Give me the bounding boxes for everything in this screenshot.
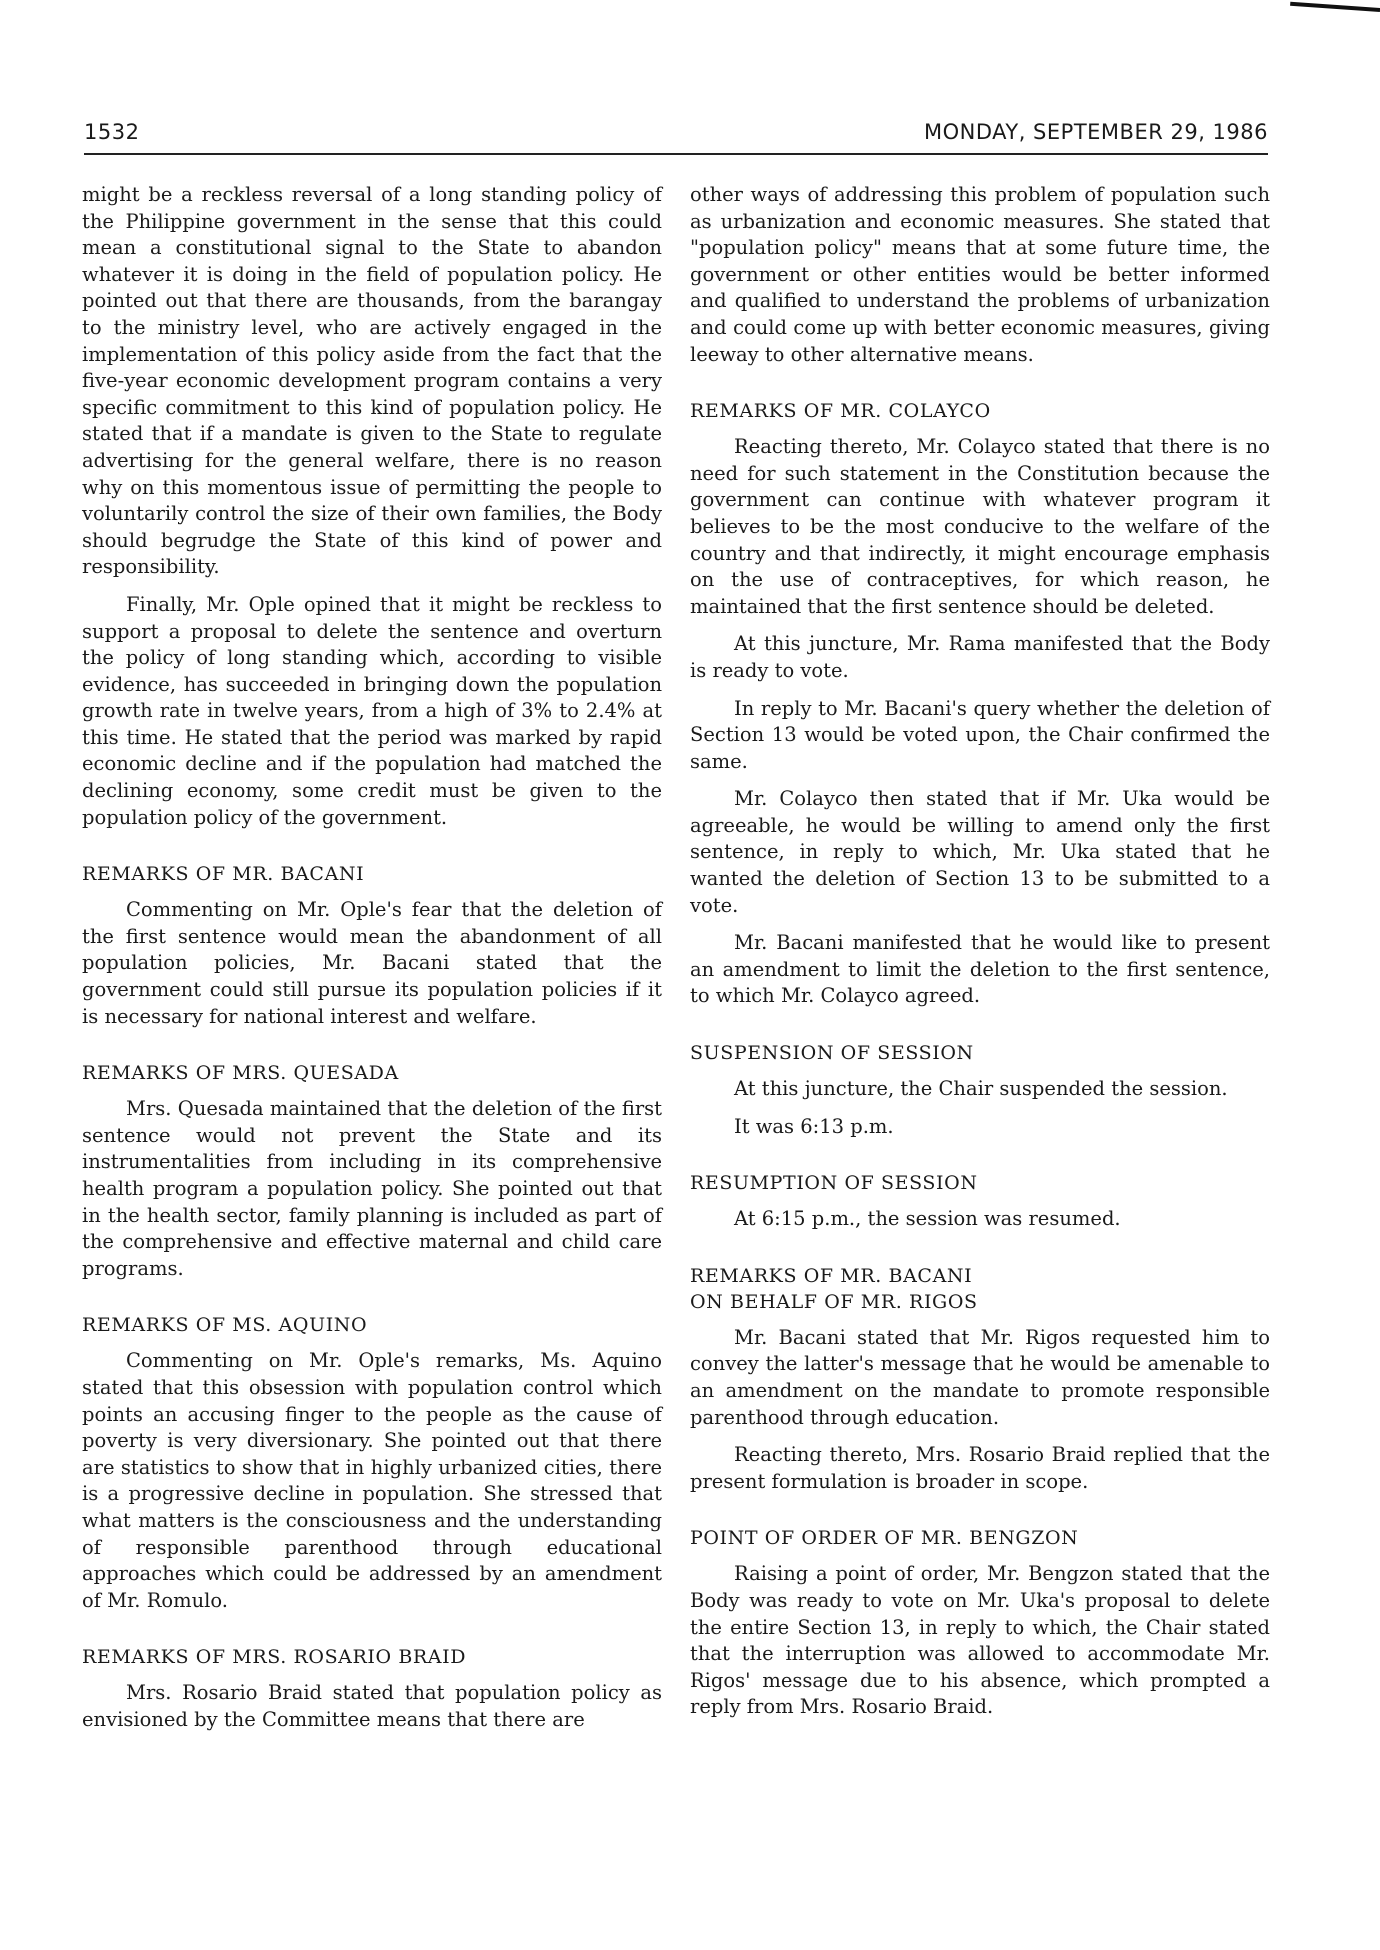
paragraph: At this juncture, the Chair suspended the session. xyxy=(734,1077,1228,1101)
section-heading: SUSPENSION OF SESSION xyxy=(690,1042,974,1065)
section-heading: REMARKS OF MRS. QUESADA xyxy=(82,1062,399,1085)
section-heading: REMARKS OF MS. AQUINO xyxy=(82,1314,368,1337)
paragraph: Commenting on Mr. Ople's remarks, Ms. Aquino stated that this obsession with population control which points an accusing finger to the people as the cause of poverty is very diversionary. She pointed out that there are statistics to show that in highly urbanized cities, there is a progressive decline in population. She stressed that what matters is the consciousness and the understanding of responsible parenthood through educational approaches which could be addressed by an amendment of Mr. Romulo. xyxy=(82,1349,662,1612)
section-heading: REMARKS OF MR. COLAYCO xyxy=(690,400,991,423)
paragraph: In reply to Mr. Bacani's query whether the deletion of Section 13 would be voted upon, the Chair confirmed the same. xyxy=(690,696,1270,773)
header-date: MONDAY, SEPTEMBER 29, 1986 xyxy=(923,120,1268,144)
section-heading: POINT OF ORDER OF MR. BENGZON xyxy=(690,1527,1079,1550)
section-heading: REMARKS OF MR. BACANI xyxy=(690,1264,973,1287)
paragraph: Reacting thereto, Mr. Colayco stated that there is no need for such statement in the Constitution because the government can continue with whatever program it believes to be the most conducive to the welfare of the country and that indirectly, it might encourage emphasis on the use of contraceptives, for which reason, he maintained that the first sentence should be deleted. xyxy=(690,435,1270,618)
paragraph: Finally, Mr. Ople opined that it might be reckless to support a proposal to delete the sentence and overturn the policy of long standing which, according to visible evidence, has succeeded in bringing down the population growth rate in twelve years, from a high of 3% to 2.4% at this time. He stated that the period was marked by rapid economic decline and if the population had matched the declining economy, some credit must be given to the population policy of the government. xyxy=(82,592,662,829)
right-column xyxy=(690,182,1270,1732)
paragraph: other ways of addressing this problem of population such as urbanization and economic measures. She stated that "population policy" means that at some future time, the government or other entities would be better informed and qualified to understand the problems of urbanization and could come up with better economic measures, giving leeway to other alternative means. xyxy=(690,183,1270,366)
left-column xyxy=(82,182,662,1745)
section-heading: RESUMPTION OF SESSION xyxy=(690,1172,978,1195)
paragraph: Reacting thereto, Mrs. Rosario Braid replied that the present formulation is broader in scope. xyxy=(690,1443,1270,1493)
paragraph: Mrs. Quesada maintained that the deletion of the first sentence would not prevent the State and its instrumentalities from including in its comprehensive health program a population policy. She pointed out that in the health sector, family planning is included as part of the comprehensive and effective maternal and child care programs. xyxy=(82,1097,662,1280)
paragraph: Mr. Bacani manifested that he would like to present an amendment to limit the deletion to the first sentence, to which Mr. Colayco agreed. xyxy=(690,931,1270,1008)
paragraph: might be a reckless reversal of a long standing policy of the Philippine government in the sense that this could mean a constitutional signal to the State to abandon whatever it is doing in the field of population policy. He pointed out that there are thousands, from the barangay to the ministry level, who are actively engaged in the implementation of this policy aside from the fact that the five-year economic development program contains a very specific commitment to this kind of population policy. He stated that if a mandate is given to the State to regulate advertising for the general welfare, there is no reason why on this momentous issue of permitting the people to voluntarily control the size of their own families, the Body should begrudge the State of this kind of power and responsibility. xyxy=(82,183,662,579)
paragraph: It was 6:13 p.m. xyxy=(734,1114,894,1138)
header-rule xyxy=(84,153,1268,155)
page-number: 1532 xyxy=(84,120,140,144)
paragraph: Mrs. Rosario Braid stated that population policy as envisioned by the Committee means that there are xyxy=(82,1681,662,1731)
scan-artifact xyxy=(1290,2,1380,12)
paragraph: Mr. Colayco then stated that if Mr. Uka would be agreeable, he would be willing to amend only the first sentence, in reply to which, Mr. Uka stated that he wanted the deletion of Section 13 to be submitted to a vote. xyxy=(690,787,1270,917)
section-heading-continued: ON BEHALF OF MR. RIGOS xyxy=(690,1290,978,1313)
paragraph: At this juncture, Mr. Rama manifested that the Body is ready to vote. xyxy=(690,632,1270,682)
paragraph: Raising a point of order, Mr. Bengzon stated that the Body was ready to vote on Mr. Uka's proposal to delete the entire Section 13, in reply to which, the Chair stated that the interruption was allowed to accommodate Mr. Rigos' message due to his absence, which prompted a reply from Mrs. Rosario Braid. xyxy=(690,1562,1270,1719)
paragraph: Mr. Bacani stated that Mr. Rigos requested him to convey the latter's message that he would be amenable to an amendment on the mandate to promote responsible parenthood through education. xyxy=(690,1325,1270,1429)
paragraph: Commenting on Mr. Ople's fear that the deletion of the first sentence would mean the abandonment of all population policies, Mr. Bacani stated that the government could still pursue its population policies if it is necessary for national interest and welfare. xyxy=(82,898,662,1028)
page-header xyxy=(84,120,1268,154)
section-heading: REMARKS OF MR. BACANI xyxy=(82,863,365,886)
paragraph: At 6:15 p.m., the session was resumed. xyxy=(734,1207,1121,1231)
section-heading: REMARKS OF MRS. ROSARIO BRAID xyxy=(82,1646,467,1669)
